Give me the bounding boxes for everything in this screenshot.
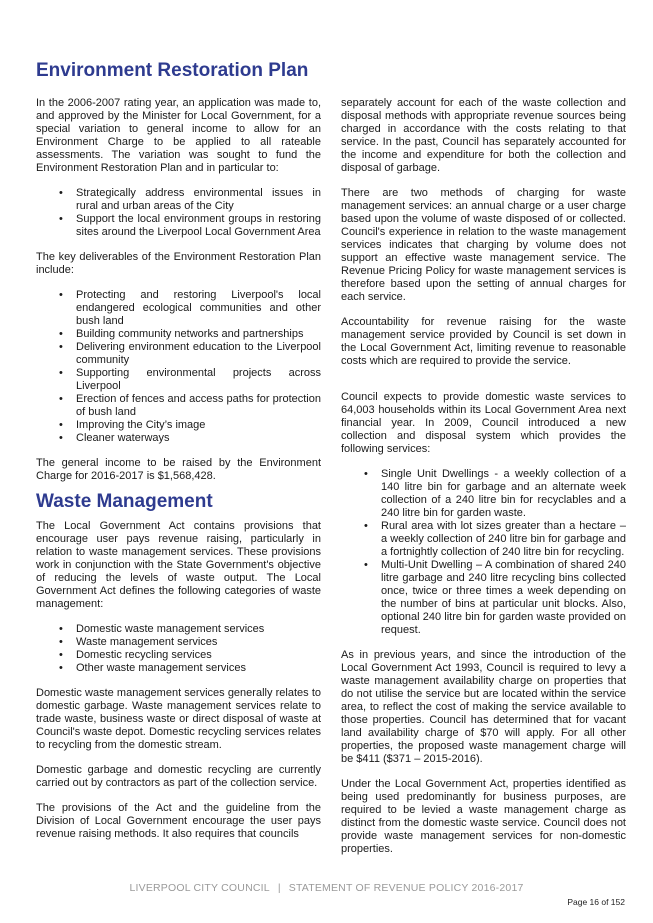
paragraph: Under the Local Government Act, properties identified as being used predominantly for business purposes, are required to be levied a waste management charge as distinct from the domestic waste service. Council does not provide waste management services for non-domestic properties. — [341, 778, 626, 855]
left-column — [36, 97, 321, 853]
list-item: • Protecting and restoring Liverpool's local endangered ecological communities and other bush land — [76, 289, 321, 328]
paragraph: Accountability for revenue raising for the waste management service provided by Council is set down in the Local Government Act, limiting revenue to reasonable costs which are required to provide the service. — [341, 316, 626, 367]
paragraph: Domestic waste management services generally relates to domestic garbage. Waste management services relate to trade waste, business waste or direct disposal of waste at Council's waste depot. Domestic recycling services relates to recycling from the domestic stream. — [36, 687, 321, 751]
footer-separator: | — [277, 882, 281, 894]
right-column — [341, 97, 626, 868]
list-item: • Support the local environment groups in restoring sites around the Liverpool Local Government Area — [76, 213, 321, 239]
list-item: • Delivering environment education to the Liverpool community — [76, 341, 321, 367]
section-heading: Waste Management — [36, 491, 213, 512]
list-item: • Single Unit Dwellings - a weekly collection of a 140 litre bin for garbage and an alternate week collection of a 240 litre bin for recyclables and a 240 litre bin for garden waste. — [381, 468, 626, 520]
list-item: • Building community networks and partnerships — [76, 328, 321, 341]
list-item: • Improving the City’s image — [76, 419, 321, 432]
list-item: • Strategically address environmental issues in rural and urban areas of the City — [76, 187, 321, 213]
list-item: • Erection of fences and access paths for protection of bush land — [76, 393, 321, 419]
paragraph: As in previous years, and since the introduction of the Local Government Act 1993, Council is required to levy a waste management availability charge on properties that do not utilise the service but are located within the service area, to reflect the cost of making the service available to those properties. Council has determined that for vacant land availability charge of $70 will apply. For all other properties, the proposed waste management charge will be $411 ($371 – 2015-2016). — [341, 649, 626, 765]
bullet-list — [36, 623, 321, 675]
bullet-list — [36, 289, 321, 445]
bullet-list — [36, 187, 321, 239]
list-item: • Rural area with lot sizes greater than a hectare – a weekly collection of 240 litre bin for garbage and a fortnightly collection of 240 litre bin for recycling. — [381, 520, 626, 559]
list-item: • Cleaner waterways — [76, 432, 321, 445]
paragraph: In the 2006-2007 rating year, an application was made to, and approved by the Minister for Local Government, for a special variation to general income to allow for an Environment Charge to be applied to all rateable assessments. The variation was sought to fund the Environment Restoration Plan and in particular to: — [36, 97, 321, 174]
spacer — [341, 380, 626, 391]
page-title: Environment Restoration Plan — [36, 60, 309, 81]
list-item: • Domestic recycling services — [76, 649, 321, 662]
page-number: Page 16 of 152 — [567, 897, 625, 907]
list-item: • Supporting environmental projects across Liverpool — [76, 367, 321, 393]
list-item: • Other waste management services — [76, 662, 321, 675]
footer-doc-title: STATEMENT OF REVENUE POLICY 2016-2017 — [288, 882, 524, 894]
list-item: • Multi-Unit Dwelling – A combination of shared 240 litre garbage and 240 litre recycling bins collected once, twice or three times a week depending on the number of bins at particular unit blocks. Also, optional 240 litre bin for garden waste provided on request. — [381, 559, 626, 637]
paragraph: The general income to be raised by the Environment Charge for 2016-2017 is $1,568,428. — [36, 457, 321, 482]
paragraph: separately account for each of the waste collection and disposal methods with appropriate revenue sources being charged in accordance with the costs relating to that service. In the past, Council has separately accounted for the income and expenditure for both the collection and disposal of garbage. — [341, 97, 626, 174]
paragraph: The provisions of the Act and the guideline from the Division of Local Government encourage the user pays revenue raising methods. It also requires that councils — [36, 802, 321, 840]
paragraph: The key deliverables of the Environment Restoration Plan include: — [36, 251, 321, 276]
page-footer — [0, 882, 653, 894]
paragraph: Domestic garbage and domestic recycling are currently carried out by contractors as part of the collection service. — [36, 764, 321, 789]
bullet-list — [341, 468, 626, 637]
paragraph: Council expects to provide domestic waste services to 64,003 households within its Local Government Area next financial year. In 2009, Council introduced a new collection and disposal system which provides the following services: — [341, 391, 626, 455]
paragraph: There are two methods of charging for waste management services: an annual charge or a user charge based upon the volume of waste disposed of or collected. Council's experience in relation to the waste management services indicates that charging by volume does not support an effective waste management service. The Revenue Pricing Policy for waste management services is therefore based upon the setting of annual charges for each service. — [341, 187, 626, 303]
footer-org: LIVERPOOL CITY COUNCIL — [129, 882, 270, 894]
paragraph: The Local Government Act contains provisions that encourage user pays revenue raising, particularly in relation to waste management services. These provisions work in conjunction with the State Government's objective of reducing the levels of waste output. The Local Government Act defines the following categories of waste management: — [36, 520, 321, 610]
list-item: • Waste management services — [76, 636, 321, 649]
list-item: • Domestic waste management services — [76, 623, 321, 636]
